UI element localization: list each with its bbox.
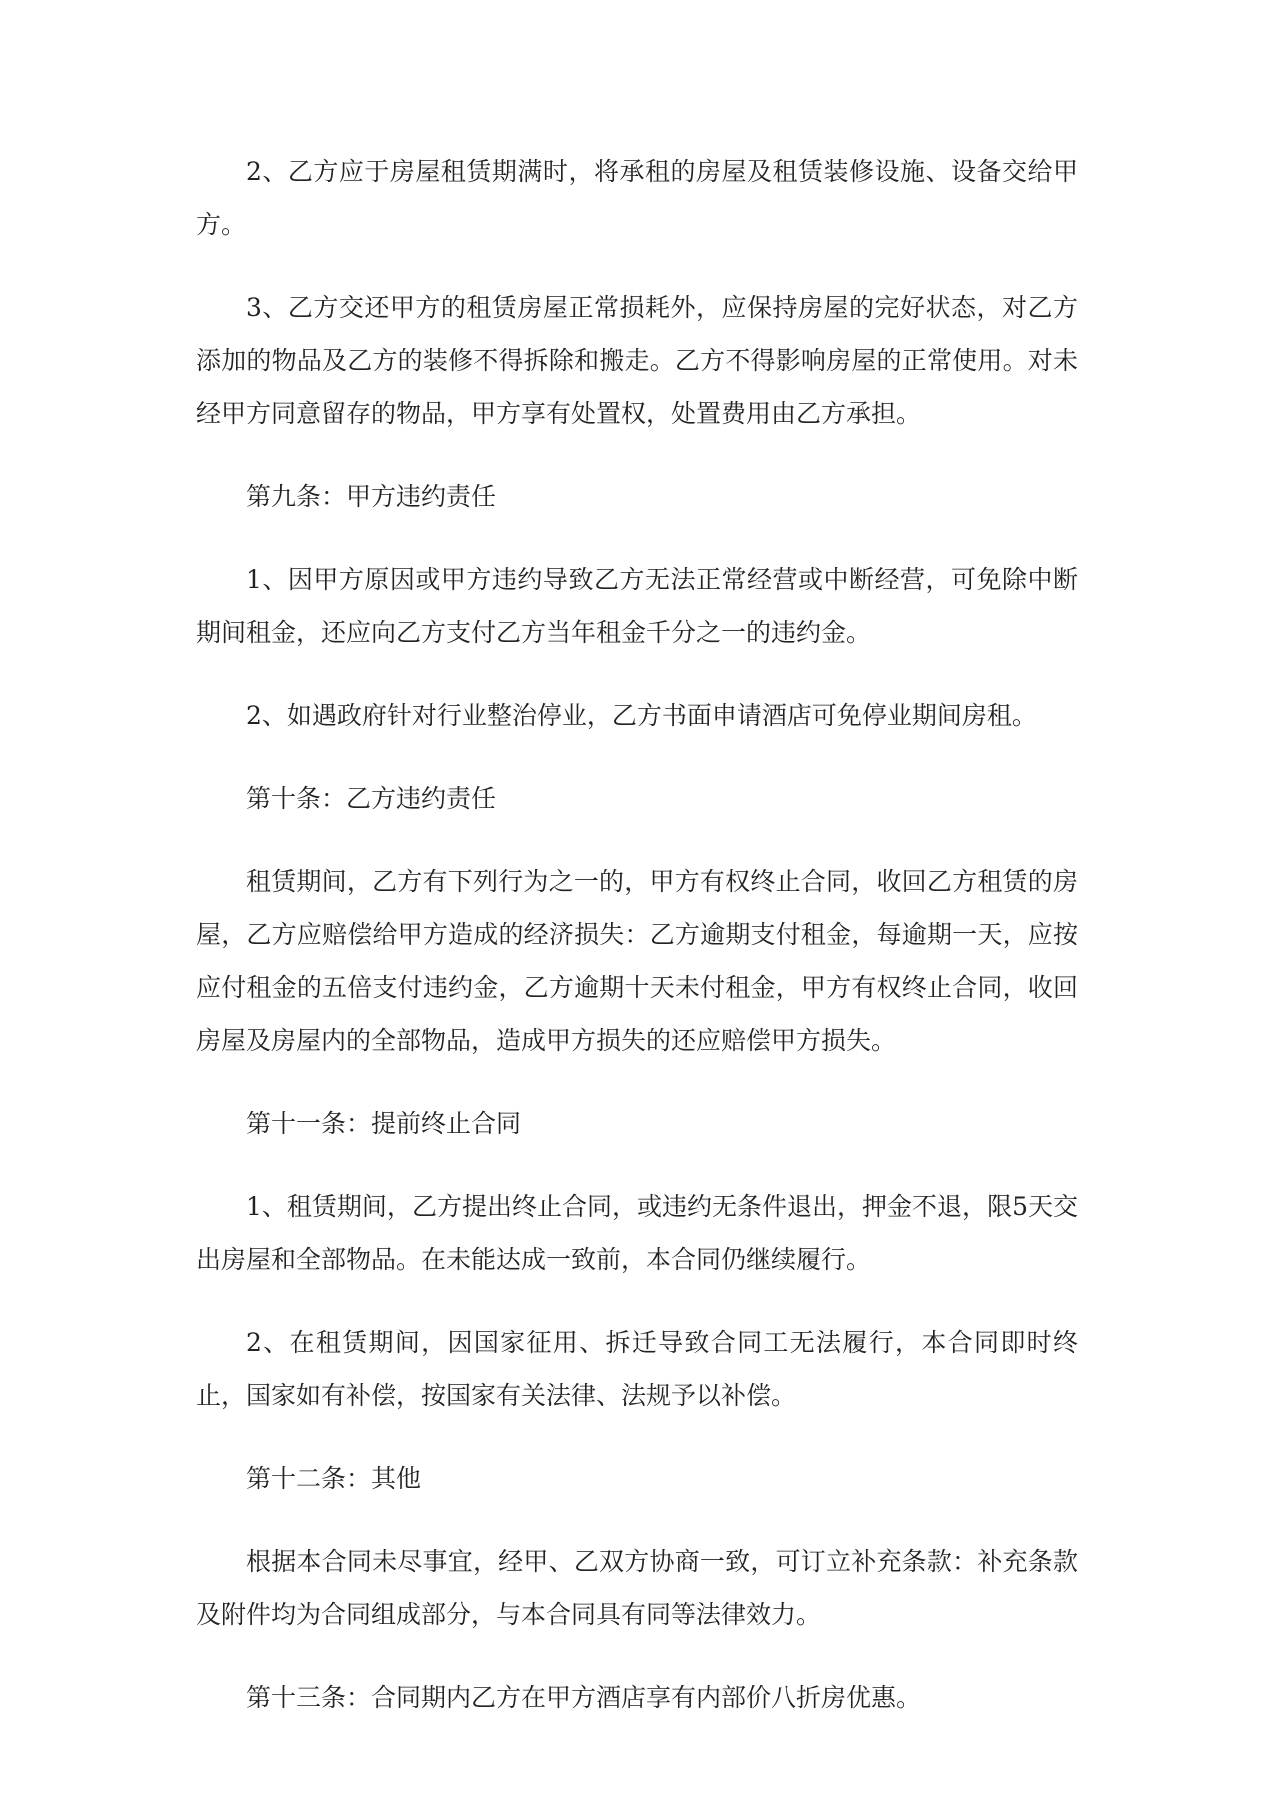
clause-9-item-2: 2、如遇政府针对行业整治停业，乙方书面申请酒店可免停业期间房租。 xyxy=(246,701,1037,730)
clause-9-heading: 第九条：甲方违约责任 xyxy=(246,482,497,511)
document-body xyxy=(196,145,1078,1754)
clause-13-heading: 第十三条：合同期内乙方在甲方酒店享有内部价八折房优惠。 xyxy=(246,1683,922,1712)
clause-11-item-1: 1、租赁期间，乙方提出终止合同，或违约无条件退出，押金不退，限5天交出房屋和全部物品。在未能达成一致前，本合同仍继续履行。 xyxy=(196,1192,1078,1274)
clause-9-item-1: 1、因甲方原因或甲方违约导致乙方无法正常经营或中断经营，可免除中断期间租金，还应向乙方支付乙方当年租金千分之一的违约金。 xyxy=(196,565,1078,647)
clause-10-heading: 第十条：乙方违约责任 xyxy=(246,784,497,813)
clause-8-item-3: 3、乙方交还甲方的租赁房屋正常损耗外，应保持房屋的完好状态，对乙方添加的物品及乙方的装修不得拆除和搬走。乙方不得影响房屋的正常使用。对未经甲方同意留存的物品，甲方享有处置权，处置费用由乙方承担。 xyxy=(196,293,1078,428)
clause-12-heading: 第十二条：其他 xyxy=(246,1464,422,1493)
clause-8-item-2: 2、乙方应于房屋租赁期满时，将承租的房屋及租赁装修设施、设备交给甲方。 xyxy=(196,157,1078,239)
clause-11-item-2: 2、在租赁期间，因国家征用、拆迁导致合同工无法履行，本合同即时终止，国家如有补偿，按国家有关法律、法规予以补偿。 xyxy=(196,1328,1078,1410)
clause-10-body: 租赁期间，乙方有下列行为之一的，甲方有权终止合同，收回乙方租赁的房屋，乙方应赔偿给甲方造成的经济损失：乙方逾期支付租金，每逾期一天，应按应付租金的五倍支付违约金，乙方逾期十天未付租金，甲方有权终止合同，收回房屋及房屋内的全部物品，造成甲方损失的还应赔偿甲方损失。 xyxy=(196,867,1078,1055)
clause-11-heading: 第十一条：提前终止合同 xyxy=(246,1109,522,1138)
clause-12-body: 根据本合同未尽事宜，经甲、乙双方协商一致，可订立补充条款：补充条款及附件均为合同组成部分，与本合同具有同等法律效力。 xyxy=(196,1547,1078,1629)
